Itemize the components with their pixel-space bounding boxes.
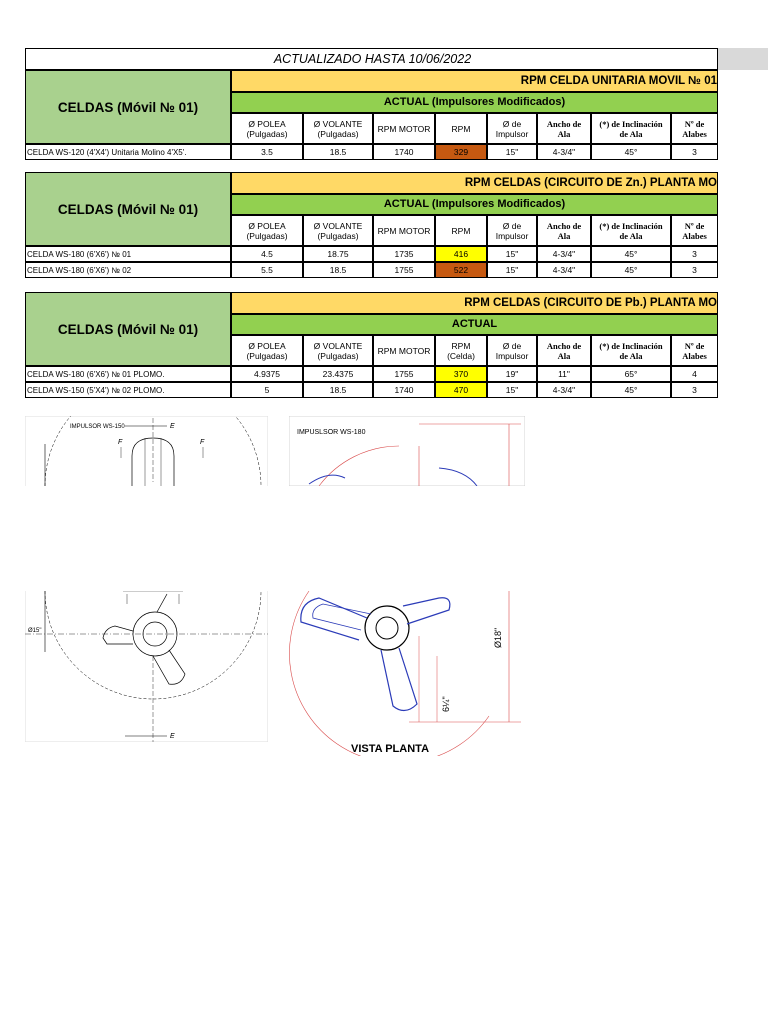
title-bar: [25, 48, 718, 70]
column-header: (*) de Inclinación de Ala: [591, 335, 671, 366]
page-title: ACTUALIZADO HASTA 10/06/2022: [273, 52, 472, 66]
value-cell: 3: [671, 246, 718, 262]
value-cell: 18.5: [303, 144, 373, 160]
section-title: RPM CELDAS (CIRCUITO DE Zn.) PLANTA MO: [231, 172, 718, 194]
column-header: Ø de Impulsor: [487, 215, 537, 246]
row-name: CELDA WS-180 (6'X6') № 01: [25, 246, 231, 262]
column-header: RPM MOTOR: [373, 113, 435, 144]
value-cell: 1740: [373, 144, 435, 160]
column-header: Ø VOLANTE (Pulgadas): [303, 215, 373, 246]
value-cell: 4.9375: [231, 366, 303, 382]
value-cell: 4-3/4": [537, 246, 591, 262]
column-header: Ancho de Ala: [537, 335, 591, 366]
value-cell: 45°: [591, 246, 671, 262]
impulsor-ws150-drawing: [25, 416, 268, 742]
value-cell: 3: [671, 144, 718, 160]
value-cell: 5.5: [231, 262, 303, 278]
column-header: RPM (Celda): [435, 335, 487, 366]
left-mark-e-top: E: [170, 423, 175, 430]
value-cell: 1755: [373, 366, 435, 382]
column-header: RPM MOTOR: [373, 215, 435, 246]
column-header: Ø POLEA (Pulgadas): [231, 215, 303, 246]
section-title: RPM CELDA UNITARIA MOVIL № 01: [231, 70, 718, 92]
right-dim: Ø18": [493, 627, 503, 648]
impulsor-ws180-drawing: [289, 416, 525, 756]
value-cell: 4: [671, 366, 718, 382]
column-header: Ancho de Ala: [537, 113, 591, 144]
row-name: CELDA WS-150 (5'X4') № 02 PLOMO.: [25, 382, 231, 398]
column-header: Nº de Alabes: [671, 113, 718, 144]
value-cell: 15": [487, 262, 537, 278]
value-cell: 1740: [373, 382, 435, 398]
value-cell: 4-3/4": [537, 144, 591, 160]
left-mark-f1: F: [118, 439, 123, 446]
column-header: Ø de Impulsor: [487, 335, 537, 366]
rpm-cell: 522: [435, 262, 487, 278]
right-drawing-label: IMPUSLSOR WS-180: [297, 429, 366, 436]
value-cell: 23.4375: [303, 366, 373, 382]
value-cell: 11": [537, 366, 591, 382]
value-cell: 45°: [591, 144, 671, 160]
column-header: Nº de Alabes: [671, 335, 718, 366]
column-header: Ancho de Ala: [537, 215, 591, 246]
row-name: CELDA WS-180 (6'X6') № 01 PLOMO.: [25, 366, 231, 382]
value-cell: 1735: [373, 246, 435, 262]
column-header: (*) de Inclinación de Ala: [591, 113, 671, 144]
value-cell: 4-3/4": [537, 262, 591, 278]
value-cell: 1755: [373, 262, 435, 278]
column-header: (*) de Inclinación de Ala: [591, 215, 671, 246]
value-cell: 3: [671, 262, 718, 278]
column-header: Nº de Alabes: [671, 215, 718, 246]
rpm-cell: 370: [435, 366, 487, 382]
column-header: RPM: [435, 113, 487, 144]
column-header: Ø VOLANTE (Pulgadas): [303, 335, 373, 366]
value-cell: 45°: [591, 262, 671, 278]
row-name: CELDA WS-180 (6'X6') № 02: [25, 262, 231, 278]
left-dim: Ø15": [28, 628, 42, 634]
value-cell: 18.5: [303, 262, 373, 278]
value-cell: 65°: [591, 366, 671, 382]
column-header: Ø POLEA (Pulgadas): [231, 335, 303, 366]
value-cell: 15": [487, 144, 537, 160]
value-cell: 15": [487, 246, 537, 262]
rpm-cell: 329: [435, 144, 487, 160]
left-mark-f2: F: [200, 439, 205, 446]
section-label: CELDAS (Móvil № 01): [25, 70, 231, 144]
column-header: Ø POLEA (Pulgadas): [231, 113, 303, 144]
column-header: RPM MOTOR: [373, 335, 435, 366]
section-subtitle: ACTUAL: [231, 314, 718, 335]
column-header: Ø VOLANTE (Pulgadas): [303, 113, 373, 144]
rpm-cell: 416: [435, 246, 487, 262]
section-subtitle: ACTUAL (Impulsores Modificados): [231, 92, 718, 113]
rpm-cell: 470: [435, 382, 487, 398]
column-header: Ø de Impulsor: [487, 113, 537, 144]
section-label: CELDAS (Móvil № 01): [25, 292, 231, 366]
value-cell: 4.5: [231, 246, 303, 262]
section-subtitle: ACTUAL (Impulsores Modificados): [231, 194, 718, 215]
right-dim-2: 6¼": [441, 696, 451, 712]
value-cell: 19": [487, 366, 537, 382]
value-cell: 18.5: [303, 382, 373, 398]
right-caption: VISTA PLANTA: [351, 743, 430, 755]
value-cell: 18.75: [303, 246, 373, 262]
value-cell: 15": [487, 382, 537, 398]
value-cell: 3: [671, 382, 718, 398]
gray-filler: [718, 48, 768, 70]
row-name: CELDA WS-120 (4'X4') Unitaria Molino 4'X5'.: [25, 144, 231, 160]
left-mark-e-bottom: E: [170, 733, 175, 740]
section-label: CELDAS (Móvil № 01): [25, 172, 231, 246]
value-cell: 3.5: [231, 144, 303, 160]
column-header: RPM: [435, 215, 487, 246]
value-cell: 5: [231, 382, 303, 398]
left-drawing-label: IMPULSOR WS-150: [70, 424, 125, 430]
section-title: RPM CELDAS (CIRCUITO DE Pb.) PLANTA MO: [231, 292, 718, 314]
value-cell: 4-3/4": [537, 382, 591, 398]
value-cell: 45°: [591, 382, 671, 398]
